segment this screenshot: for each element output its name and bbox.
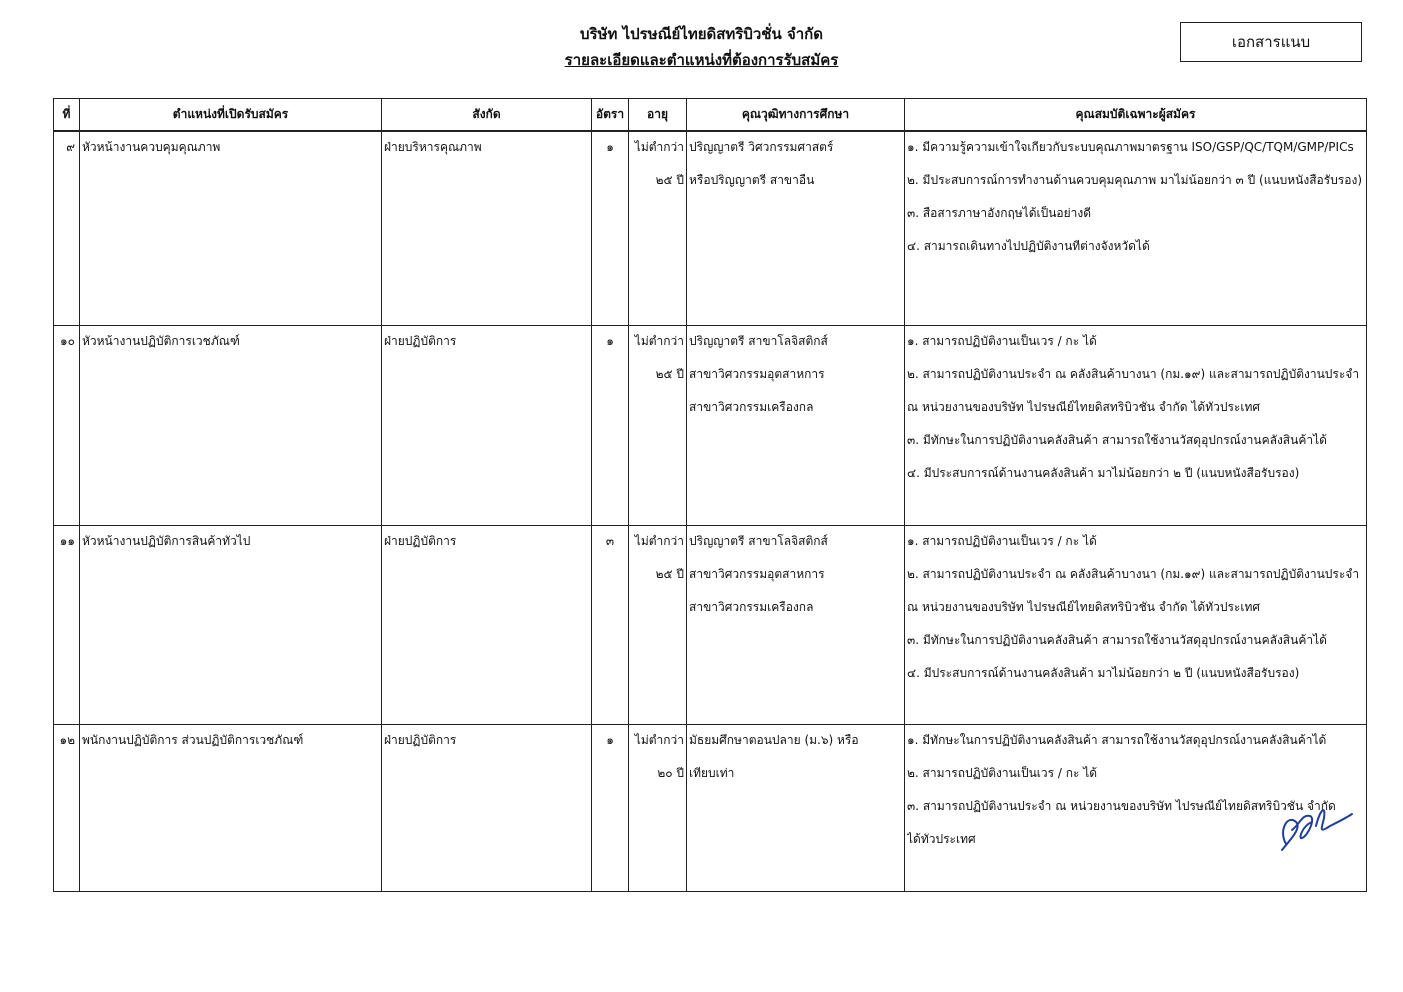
header-position: ตำแหน่งที่เปิดรับสมัคร — [80, 99, 382, 132]
row-age: ไม่ต่ำกว่า ๒๕ ปี — [629, 525, 687, 724]
row-rate: ๑ — [592, 131, 629, 325]
header-department: สังกัด — [382, 99, 592, 132]
row-position: หัวหน้างานปฏิบัติการสินค้าทั่วไป — [80, 525, 382, 724]
row-qualifications: ๑. มีความรู้ความเข้าใจเกี่ยวกับระบบคุณภาพมาตรฐาน ISO/GSP/QC/TQM/GMP/PICs ๒. มีประสบการณ์การทำงานด้านควบคุมคุณภาพ มาไม่น้อยกว่า ๓ ปี (แนบหนังสือรับรอง) ๓. สื่อสารภาษาอังกฤษได้เป็นอย่างดี ๔. สามารถเดินทางไปปฏิบัติงานที่ต่างจังหวัดได้ — [905, 131, 1367, 325]
row-rate: ๑ — [592, 325, 629, 525]
row-department: ฝ่ายปฏิบัติการ — [382, 525, 592, 724]
header-age: อายุ — [629, 99, 687, 132]
row-position: พนักงานปฏิบัติการ ส่วนปฏิบัติการเวชภัณฑ์ — [80, 724, 382, 891]
row-qualifications: ๑. สามารถปฏิบัติงานเป็นเวร / กะ ได้ ๒. สามารถปฏิบัติงานประจำ ณ คลังสินค้าบางนา (กม.๑๙) และสามารถปฏิบัติงานประจำ ณ หน่วยงานของบริษัท ไปรษณีย์ไทยดิสทริบิวชั่น จำกัด ได้ทั่วประเทศ ๓. มีทักษะในการปฏิบัติงานคลังสินค้า สามารถใช้งานวัสดุอุปกรณ์งานคลังสินค้าได้ ๔. มีประสบการณ์ด้านงานคลังสินค้า มาไม่น้อยกว่า ๒ ปี (แนบหนังสือรับรอง) — [905, 525, 1367, 724]
row-department: ฝ่ายบริหารคุณภาพ — [382, 131, 592, 325]
row-position: หัวหน้างานปฏิบัติการเวชภัณฑ์ — [80, 325, 382, 525]
header-no: ที่ — [54, 99, 80, 132]
row-no: ๑๑ — [54, 525, 80, 724]
table-row — [54, 325, 1367, 525]
row-no: ๑๐ — [54, 325, 80, 525]
row-department: ฝ่ายปฏิบัติการ — [382, 325, 592, 525]
job-positions-table — [53, 98, 1367, 892]
row-department: ฝ่ายปฏิบัติการ — [382, 724, 592, 891]
row-qualifications: ๑. มีทักษะในการปฏิบัติงานคลังสินค้า สามารถใช้งานวัสดุอุปกรณ์งานคลังสินค้าได้ ๒. สามารถปฏิบัติงานเป็นเวร / กะ ได้ ๓. สามารถปฏิบัติงานประจำ ณ หน่วยงานของบริษัท ไปรษณีย์ไทยดิสทริบิวชั่น จำกัด ได้ทั่วประเทศ — [905, 724, 1367, 891]
header-education: คุณวุฒิทางการศึกษา — [687, 99, 905, 132]
row-no: ๑๒ — [54, 724, 80, 891]
page-subtitle: รายละเอียดและตำแหน่งที่ต้องการรับสมัคร — [564, 51, 839, 69]
row-age: ไม่ต่ำกว่า ๒๕ ปี — [629, 325, 687, 525]
header-qualifications: คุณสมบัติเฉพาะผู้สมัคร — [905, 99, 1367, 132]
table-row — [54, 131, 1367, 325]
signature-image — [1272, 800, 1357, 855]
table-row — [54, 724, 1367, 891]
row-rate: ๓ — [592, 525, 629, 724]
attachment-label-box — [1180, 22, 1362, 62]
row-qualifications: ๑. สามารถปฏิบัติงานเป็นเวร / กะ ได้ ๒. สามารถปฏิบัติงานประจำ ณ คลังสินค้าบางนา (กม.๑๙) และสามารถปฏิบัติงานประจำ ณ หน่วยงานของบริษัท ไปรษณีย์ไทยดิสทริบิวชั่น จำกัด ได้ทั่วประเทศ ๓. มีทักษะในการปฏิบัติงานคลังสินค้า สามารถใช้งานวัสดุอุปกรณ์งานคลังสินค้าได้ ๔. มีประสบการณ์ด้านงานคลังสินค้า มาไม่น้อยกว่า ๒ ปี (แนบหนังสือรับรอง) — [905, 325, 1367, 525]
table-header-row — [54, 99, 1367, 132]
row-education: ปริญญาตรี สาขาโลจิสติกส์ สาขาวิศวกรรมอุตสาหการ สาขาวิศวกรรมเครื่องกล — [687, 325, 905, 525]
row-education: ปริญญาตรี วิศวกรรมศาสตร์ หรือปริญญาตรี สาขาอื่น — [687, 131, 905, 325]
company-title: บริษัท ไปรษณีย์ไทยดิสทริบิวชั่น จำกัด — [580, 25, 823, 43]
row-education: ปริญญาตรี สาขาโลจิสติกส์ สาขาวิศวกรรมอุตสาหการ สาขาวิศวกรรมเครื่องกล — [687, 525, 905, 724]
row-position: หัวหน้างานควบคุมคุณภาพ — [80, 131, 382, 325]
row-rate: ๑ — [592, 724, 629, 891]
row-education: มัธยมศึกษาตอนปลาย (ม.๖) หรือ เทียบเท่า — [687, 724, 905, 891]
attachment-label: เอกสารแนบ — [1231, 33, 1311, 51]
table-row — [54, 525, 1367, 724]
row-age: ไม่ต่ำกว่า ๒๕ ปี — [629, 131, 687, 325]
row-no: ๙ — [54, 131, 80, 325]
row-age: ไม่ต่ำกว่า ๒๐ ปี — [629, 724, 687, 891]
header-rate: อัตรา — [592, 99, 629, 132]
